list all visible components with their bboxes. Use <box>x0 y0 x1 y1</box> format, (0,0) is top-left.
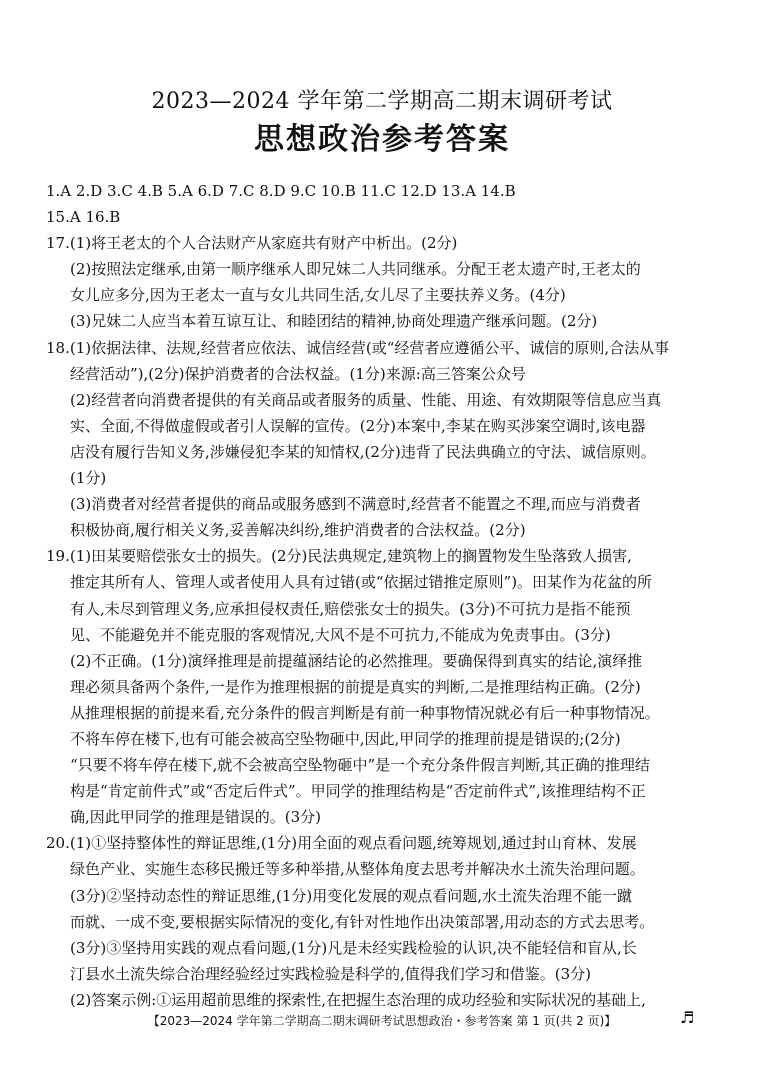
answer-line: 推定其所有人、管理人或者使用人具有过错(或“依据过错推定原则”)。田某作为花盆的所 <box>70 573 653 592</box>
answer-line: 构是“肯定前件式”或“否定后件式”。甲同学的推理结构是“否定前件式”,该推理结构不正 <box>70 782 646 801</box>
answer-line: (2)按照法定继承,由第一顺序继承人即兄妹二人共同继承。分配王老太遗产时,王老太的 <box>70 260 641 279</box>
answer-line: (2)答案示例:①运用超前思维的探索性,在把握生态治理的成功经验和实际状况的基础上, <box>70 990 646 1009</box>
answer-line: (3)兄妹二人应当本着互谅互让、和睦团结的精神,协商处理遗产继承问题。(2分) <box>70 312 598 331</box>
answer-line: (3)消费者对经营者提供的商品或服务感到不满意时,经营者不能置之不理,而应与消费者 <box>70 495 641 514</box>
answer-title: 思想政治参考答案 <box>254 122 510 157</box>
answer-line: 15.A 16.B <box>46 208 121 227</box>
answer-line: 17.(1)将王老太的个人合法财产从家庭共有财产中析出。(2分) <box>46 234 458 253</box>
music-note-icon: ♬ <box>680 1008 695 1027</box>
answer-line: 而就、一成不变,要根据实际情况的变化,有针对性地作出决策部署,用动态的方式去思考。 <box>70 912 655 931</box>
answer-line: (2)经营者向消费者提供的有关商品或者服务的质量、性能、用途、有效期限等信息应当真 <box>70 390 662 409</box>
answer-line: (3分)③坚持用实践的观点看问题,(1分)凡是未经实践检验的认识,决不能轻信和盲从,长 <box>70 938 637 957</box>
answer-line: 经营活动”),(2分)保护消费者的合法权益。(1分)来源:高三答案公众号 <box>70 364 526 383</box>
answer-line: 不将车停在楼下,也有可能会被高空坠物砸中,因此,甲同学的推理前提是错误的;(2分) <box>70 729 621 748</box>
answer-line: 有人,未尽到管理义务,应承担侵权责任,赔偿张女士的损失。(3分)不可抗力是指不能预 <box>70 599 631 618</box>
answer-line: 确,因此甲同学的推理是错误的。(3分) <box>70 808 322 827</box>
answer-line: 19.(1)田某要赔偿张女士的损失。(2分)民法典规定,建筑物上的搁置物发生坠落致人损害, <box>46 547 632 566</box>
answer-line: 1.A 2.D 3.C 4.B 5.A 6.D 7.C 8.D 9.C 10.B 11.C 12.D 13.A 14.B <box>46 182 516 200</box>
answer-line: 理必须具备两个条件,一是作为推理根据的前提是真实的判断,二是推理结构正确。(2分) <box>70 677 641 696</box>
answer-line: 20.(1)①坚持整体性的辩证思维,(1分)用全面的观点看问题,统筹规划,通过封山育林、发展 <box>46 834 637 853</box>
answer-line: 店没有履行告知义务,涉嫌侵犯李某的知情权,(2分)违背了民法典确立的守法、诚信原则。 <box>70 442 656 461</box>
answer-line: 实、全面,不得做虚假或者引人误解的宣传。(2分)本案中,李某在购买涉案空调时,该电器 <box>70 416 646 435</box>
answer-line: 汀县水土流失综合治理经验经过实践检验是科学的,值得我们学习和借鉴。(3分) <box>70 964 592 983</box>
answer-line: 见、不能避免并不能克服的客观情况,大风不是不可抗力,不能成为免责事由。(3分) <box>70 625 611 644</box>
exam-title: 2023—2024 学年第二学期高二期末调研考试 <box>151 89 613 114</box>
answer-line: (2)不正确。(1分)演绎推理是前提蕴涵结论的必然推理。要确保得到真实的结论,演绎推 <box>70 651 643 670</box>
answer-line: 绿色产业、实施生态移民搬迁等多种举措,从整体角度去思考并解决水土流失治理问题。 <box>70 860 645 879</box>
answer-line: “只要不将车停在楼下,就不会被高空坠物砸中”是一个充分条件假言判断,其正确的推理结 <box>70 756 650 775</box>
answer-line: 从推理根据的前提来看,充分条件的假言判断是有前一种事物情况就必有后一种事物情况。 <box>70 703 660 722</box>
answer-line: (1分) <box>70 469 107 488</box>
answer-line: (3分)②坚持动态性的辩证思维,(1分)用变化发展的观点看问题,水土流失治理不能一蹴 <box>70 886 633 905</box>
answer-body <box>46 178 722 1013</box>
answer-line: 积极协商,履行相关义务,妥善解决纠纷,维护消费者的合法权益。(2分) <box>70 521 526 540</box>
answer-line: 18.(1)依据法律、法规,经营者应依法、诚信经营(或“经营者应遵循公平、诚信的原则,合法从事 <box>46 338 670 357</box>
answer-line: 女儿应多分,因为王老太一直与女儿共同生活,女儿尽了主要扶养义务。(4分) <box>70 286 566 305</box>
page-footer: 【2023—2024 学年第二学期高二期末调研考试思想政治・参考答案 第 1 页(共 2 页)】 <box>147 1014 617 1028</box>
